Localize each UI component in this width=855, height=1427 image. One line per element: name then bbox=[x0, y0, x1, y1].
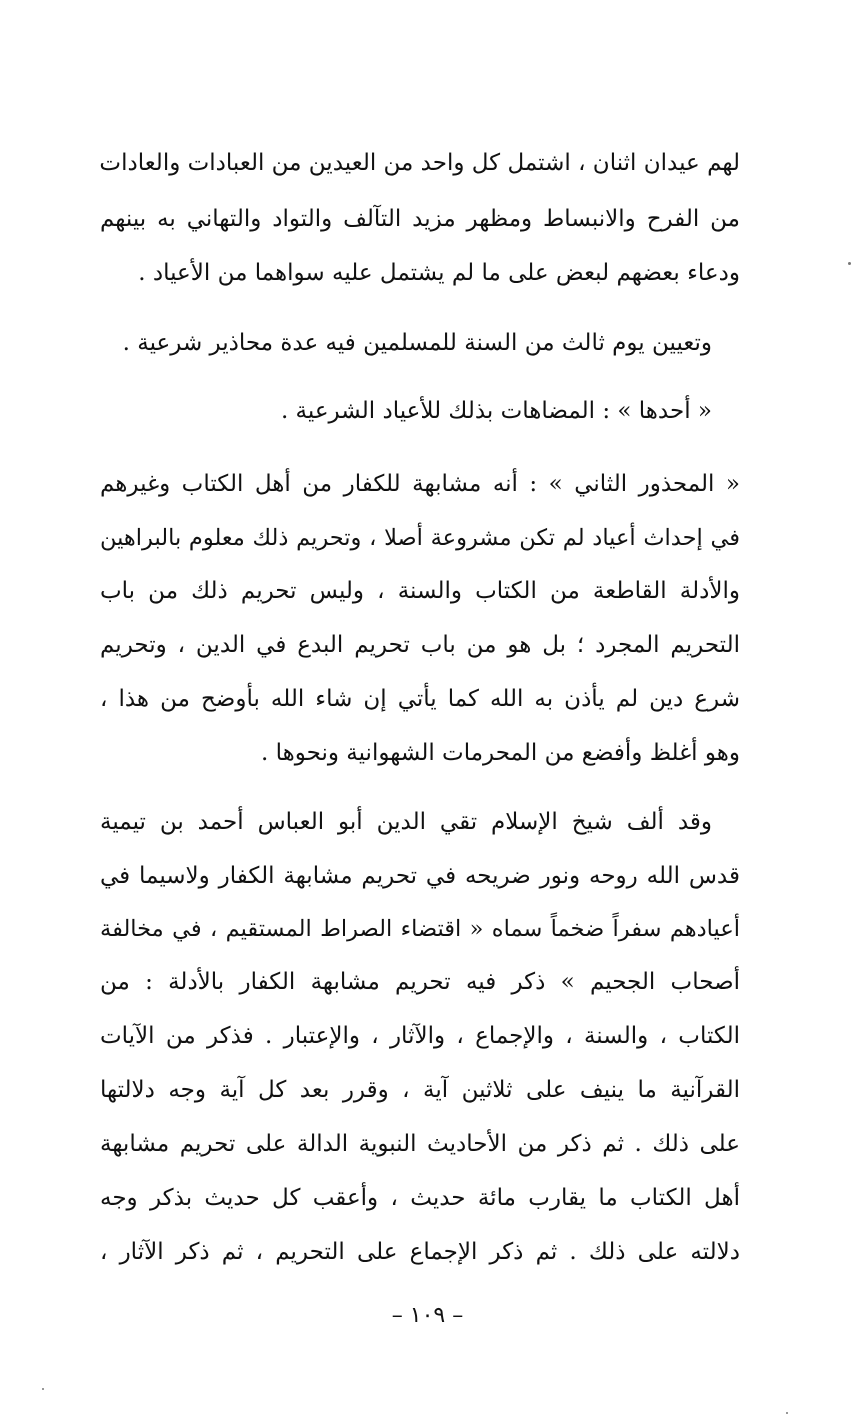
text-line: على ذلك . ثم ذكر من الأحاديث النبوية الدالة على تحريم مشابهة bbox=[100, 1131, 740, 1157]
text-line: أصحاب الجحيم » ذكر فيه تحريم مشابهة الكفار بالأدلة : من bbox=[100, 969, 740, 995]
text-line: « المحذور الثاني » : أنه مشابهة للكفار من أهل الكتاب وغيرهم bbox=[100, 471, 740, 497]
text-line: في إحداث أعياد لم تكن مشروعة أصلا ، وتحريم ذلك معلوم بالبراهين bbox=[100, 525, 740, 551]
text-line: التحريم المجرد ؛ بل هو من باب تحريم البدع في الدين ، وتحريم bbox=[100, 632, 740, 658]
page-number: – ١٠٩ – bbox=[391, 1303, 464, 1328]
text-line: أهل الكتاب ما يقارب مائة حديث ، وأعقب كل حديث بذكر وجه bbox=[100, 1185, 740, 1211]
scan-speck bbox=[848, 262, 851, 265]
text-line: والأدلة القاطعة من الكتاب والسنة ، وليس تحريم ذلك من باب bbox=[100, 578, 740, 604]
scan-speck bbox=[42, 1388, 44, 1390]
text-line: دلالته على ذلك . ثم ذكر الإجماع على التحريم ، ثم ذكر الآثار ، bbox=[100, 1239, 740, 1265]
text-line: القرآنية ما ينيف على ثلاثين آية ، وقرر بعد كل آية وجه دلالتها bbox=[100, 1077, 740, 1103]
text-line: من الفرح والانبساط ومظهر مزيد التآلف والتواد والتهاني به بينهم bbox=[100, 206, 740, 232]
text-line: وهو أغلظ وأفضع من المحرمات الشهوانية ونحوها . bbox=[260, 740, 740, 766]
text-line: قدس الله روحه ونور ضريحه في تحريم مشابهة الكفار ولاسيما في bbox=[100, 863, 740, 889]
text-line: لهم عيدان اثنان ، اشتمل كل واحد من العيدين من العبادات والعادات bbox=[99, 150, 740, 176]
text-line: وتعيين يوم ثالث من السنة للمسلمين فيه عدة محاذير شرعية . bbox=[122, 330, 712, 356]
text-line: أعيادهم سفراً ضخماً سماه « اقتضاء الصراط المستقيم ، في مخالفة bbox=[100, 916, 740, 942]
text-line: ودعاء بعضهم لبعض على ما لم يشتمل عليه سواهما من الأعياد . bbox=[138, 260, 740, 286]
text-line: « أحدها » : المضاهات بذلك للأعياد الشرعية . bbox=[280, 398, 712, 424]
text-line: الكتاب ، والسنة ، والإجماع ، والآثار ، والإعتبار . فذكر من الآيات bbox=[100, 1023, 740, 1049]
scan-speck bbox=[786, 1412, 788, 1414]
text-line: شرع دين لم يأذن به الله كما يأتي إن شاء الله بأوضح من هذا ، bbox=[100, 686, 740, 712]
text-line: وقد ألف شيخ الإسلام تقي الدين أبو العباس أحمد بن تيمية bbox=[100, 809, 712, 835]
